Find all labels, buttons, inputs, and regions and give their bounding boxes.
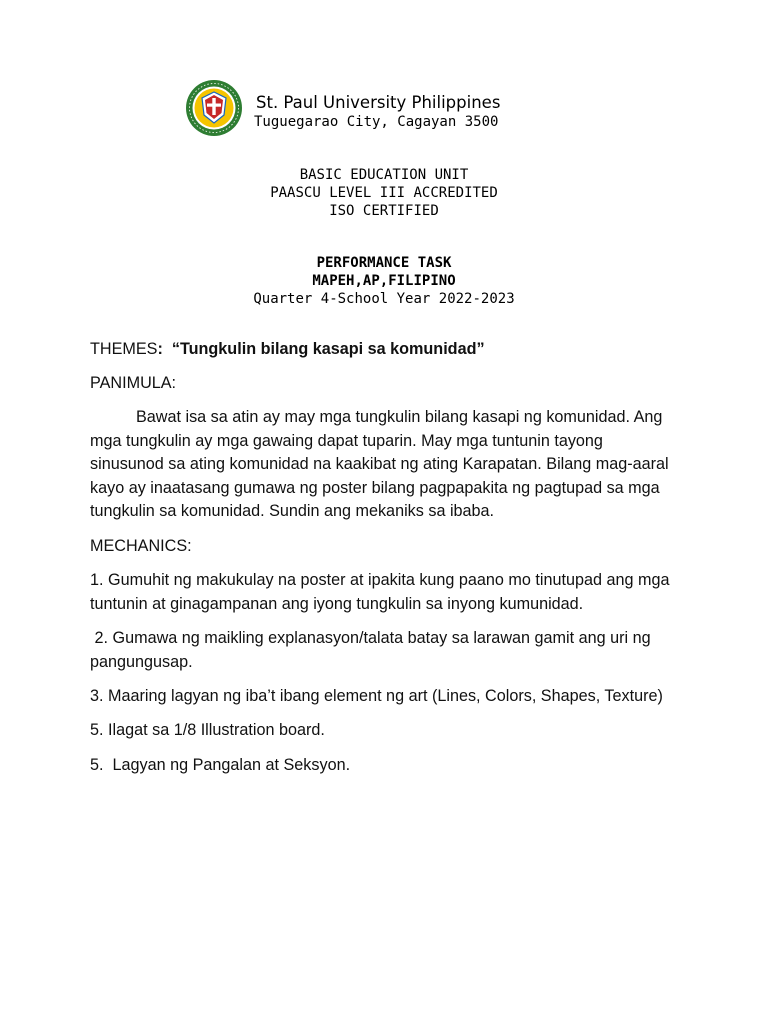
mechanics-item-line: pangungusap.	[90, 652, 193, 671]
task-period: Quarter 4-School Year 2022-2023	[253, 291, 515, 307]
university-name: St. Paul University Philippines	[256, 93, 501, 112]
panimula-heading: PANIMULA:	[90, 374, 177, 392]
paragraph-line: tungkulin sa komunidad. Sundin ang mekaniks sa ibaba.	[90, 502, 495, 520]
themes-line	[90, 338, 690, 362]
accreditation-line: PAASCU LEVEL III ACCREDITED	[270, 185, 498, 201]
mechanics-item-5	[90, 754, 690, 778]
paragraph-line: mga tungkulin ay mga gawaing dapat tuparin. May mga tuntunin tayong	[90, 431, 603, 450]
task-heading	[0, 254, 768, 308]
mechanics-item-line: 5. Lagyan ng Pangalan at Seksyon.	[90, 756, 351, 774]
mechanics-item-line: 1. Gumuhit ng makukulay na poster at ipakita kung paano mo tinutupad ang mga	[90, 571, 670, 589]
paragraph-line: Bawat isa sa atin ay may mga tungkulin bilang kasapi ng komunidad. Ang	[136, 408, 663, 426]
mechanics-heading: MECHANICS:	[90, 537, 192, 555]
mechanics-item-line: 5. Ilagat sa 1/8 Illustration board.	[90, 721, 325, 739]
mechanics-item-2	[90, 627, 690, 674]
paragraph-line: kayo ay inaatasang gumawa ng poster bilang pagpapakita ng pagtupad sa mga	[90, 478, 660, 497]
mechanics-item-line: 2. Gumawa ng maikling explanasyon/talata batay sa larawan gamit ang uri ng	[90, 629, 651, 647]
unit-line: BASIC EDUCATION UNIT	[299, 167, 469, 183]
mechanics-item-line: 3. Maaring lagyan ng iba’t ibang element ng art (Lines, Colors, Shapes, Texture)	[90, 687, 663, 705]
mechanics-item-line: tuntunin at ginagampanan ang iyong tungkulin sa inyong kumunidad.	[90, 594, 584, 613]
university-address: Tuguegarao City, Cagayan 3500	[254, 114, 499, 130]
university-seal-icon	[185, 79, 243, 137]
unit-info	[0, 166, 768, 220]
themes-value: “Tungkulin bilang kasapi sa komunidad”	[171, 340, 485, 358]
mechanics-item-1	[90, 569, 690, 616]
panimula-paragraph	[90, 406, 690, 524]
themes-colon: :	[157, 340, 163, 358]
mechanics-item-4	[90, 719, 690, 743]
themes-label: THEMES	[90, 340, 158, 358]
task-subjects: MAPEH,AP,FILIPINO	[312, 273, 456, 289]
paragraph-line: sinusunod sa ating komunidad na kaakibat ng ating Karapatan. Bilang mag-aaral	[90, 455, 669, 473]
mechanics-item-3	[90, 685, 690, 709]
certification-line: ISO CERTIFIED	[329, 203, 439, 219]
task-title: PERFORMANCE TASK	[316, 255, 452, 271]
